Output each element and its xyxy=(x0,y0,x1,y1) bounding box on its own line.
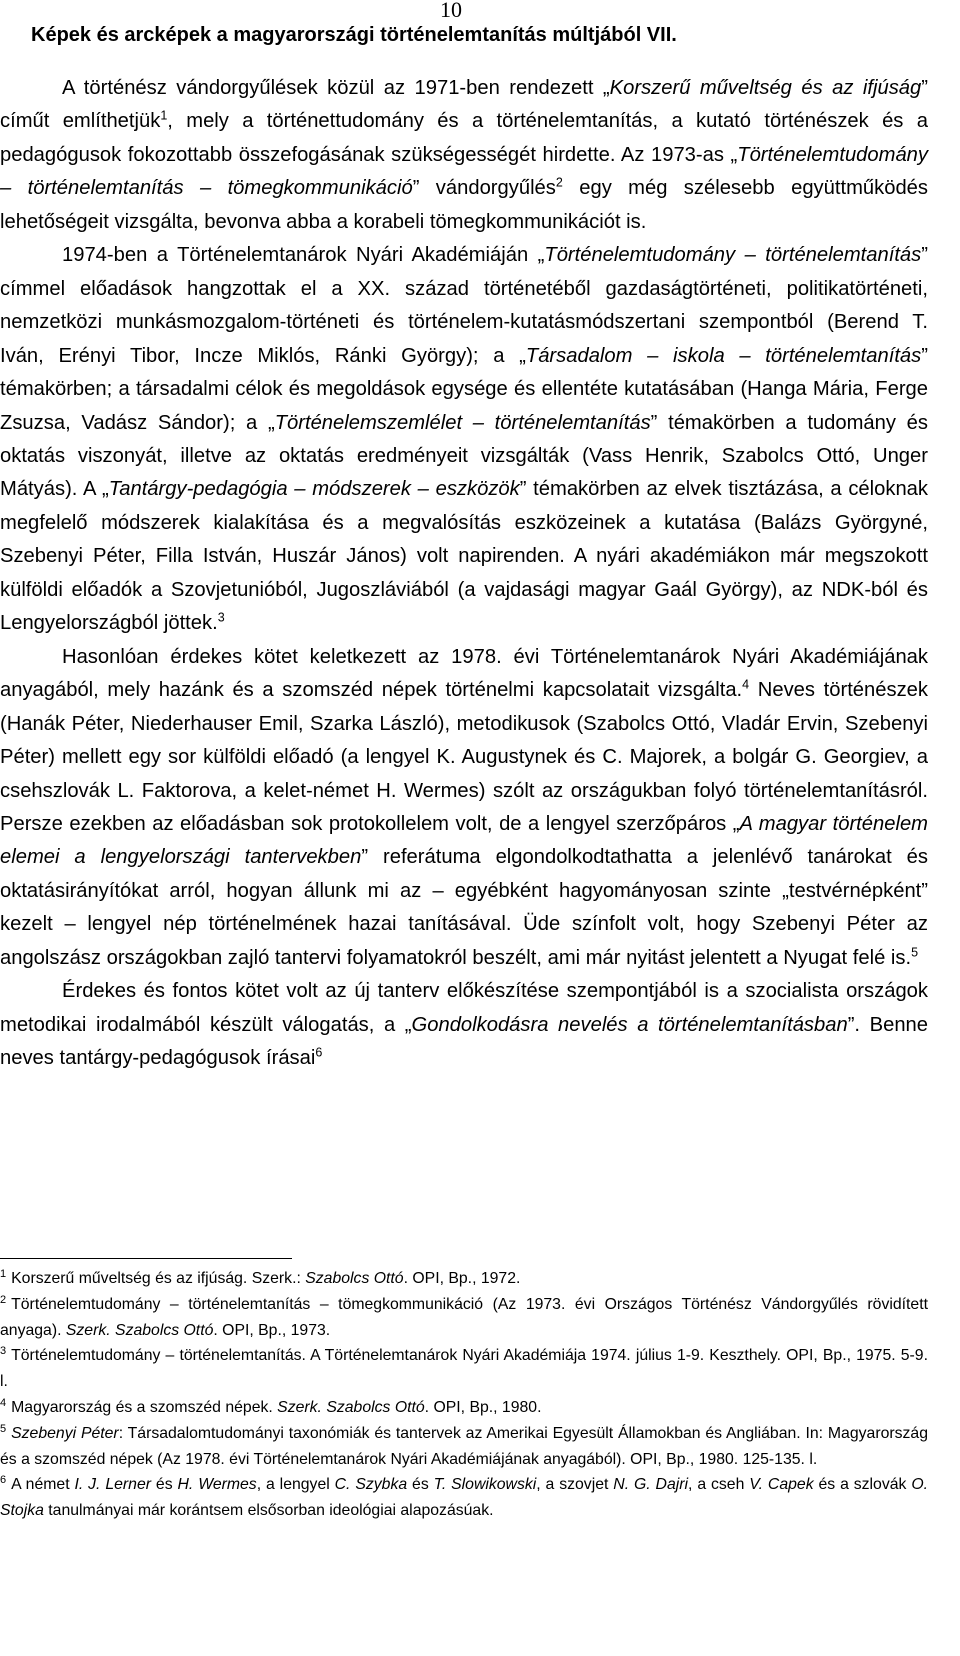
text-run: , a lengyel xyxy=(256,1476,335,1494)
text-run: és xyxy=(151,1476,178,1494)
italic-text: Szerk. Szabolcs Ottó xyxy=(277,1398,425,1416)
italic-text: Társadalom – iskola – történelemtanítás xyxy=(525,344,922,367)
footnote-reference: 4 xyxy=(742,677,750,692)
text-run: . OPI, Bp., 1980. xyxy=(424,1398,542,1416)
italic-text: Történelemszemlélet – történelemtanítás xyxy=(274,411,651,434)
footnote xyxy=(0,1292,928,1344)
footnote-number: 1 xyxy=(0,1267,7,1280)
text-run: Történelemtudomány – történelemtanítás – tömegkommunikáció (Az 1973. évi Országos Történész Vándorgyűlés rövidített anyaga). xyxy=(0,1295,928,1339)
footnote xyxy=(0,1343,928,1395)
italic-text: V. Capek xyxy=(749,1476,814,1494)
text-run: Neves történészek (Hanák Péter, Niederhauser Emil, Szarka László), metodikusok (Szabolcs Ottó, Vladár Ervin, Szebenyi Péter) mellett egy sor külföldi előadó (a lengyel K. Augustynek és C. Majorek, a bolgár G. Georgiev, a csehszlovák L. Faktorova, a kelet-német H. Wermes) szólt az országukban folyó történelemtanításról. Persze ezekben az előadásban sok protokollelem volt, de a lengyel szerzőpáros „ xyxy=(0,679,929,835)
text-run: Érdekes és fontos kötet volt az új tanterv előkészítése szempontjából is a szocialista országok metodikai irodalmából készült válogatás, a „ xyxy=(0,980,928,1036)
footnote-number: 5 xyxy=(0,1422,7,1435)
italic-text: Tantárgy-pedagógia – módszerek – eszközök xyxy=(108,478,520,501)
italic-text: Történelemtudomány – történelemtanítás xyxy=(544,244,922,267)
footnote xyxy=(0,1421,928,1473)
text-run: A történész vándorgyűlések közül az 1971-ben rendezett „ xyxy=(62,77,610,99)
text-run: ” címmel előadások hangzottak el a XX. század történetéből gazdaságtörténeti, politikatörténeti, nemzetközi munkásmozgalom-történeti és történelem-kutatásmódszertani szempontból (Berend T. Iván, Erényi Tibor, Incze Miklós, Ránki György); a „ xyxy=(0,244,928,367)
paragraph xyxy=(0,975,928,1075)
italic-text: Szabolcs Ottó xyxy=(305,1270,404,1287)
text-run: A német xyxy=(11,1476,75,1494)
paragraph xyxy=(0,641,928,976)
footnote-reference: 6 xyxy=(315,1045,323,1060)
text-run: tanulmányai már korántsem elsősorban ideológiai alapozásúak. xyxy=(43,1502,494,1520)
text-run: Hasonlóan érdekes kötet keletkezett az 1978. évi Történelemtanárok Nyári Akadémiájának anyagából, mely hazánk és a szomszéd népek történelmi kapcsolatait vizsgálta. xyxy=(0,645,928,702)
footnote-reference: 3 xyxy=(217,610,225,625)
footnotes xyxy=(0,1266,928,1524)
footnote xyxy=(0,1472,928,1524)
italic-text: Gondolkodásra nevelés a történelemtanításban xyxy=(411,1013,848,1036)
page-title: Képek és arcképek a magyarországi történelemtanítás múltjából VII. xyxy=(31,24,677,46)
text-run: , mely a történettudomány és a történelemtanítás, a kutató történészek és a pedagógusok fokozottabb összefogásának szükségességét hirdette. Az 1973-as „ xyxy=(0,110,928,166)
text-run: ” címűt említhetjük xyxy=(0,77,929,133)
text-run: Történelemtudomány – történelemtanítás. A Történelemtanárok Nyári Akadémiája 1974. július 1-9. Keszthely. OPI, Bp., 1975. 5-9. l. xyxy=(0,1347,928,1391)
text-run: és xyxy=(407,1476,434,1494)
text-run: 1974-ben a Történelemtanárok Nyári Akadémiáján „ xyxy=(62,244,545,267)
footnote-reference: 1 xyxy=(160,108,168,123)
text-run: ” témakörben; a társadalmi célok és megoldások egysége és ellentéte kutatásában (Hanga Mária, Ferge Zsuzsa, Vadász Sándor); a „ xyxy=(0,344,928,434)
footnote xyxy=(0,1395,928,1421)
italic-text: A magyar történelem elemei a lengyelországi tantervekben xyxy=(0,812,928,869)
text-run: , a szovjet xyxy=(536,1476,614,1494)
italic-text: Történelemtudomány – történelemtanítás – tömegkommunikáció xyxy=(0,143,928,200)
text-run: Magyarország és a szomszéd népek. xyxy=(11,1398,278,1416)
italic-text: T. Slowikowski xyxy=(433,1476,537,1494)
italic-text: O. Stojka xyxy=(0,1476,929,1520)
text-run: Korszerű műveltség és az ifjúság. Szerk.: xyxy=(11,1270,306,1287)
text-run: ” referátuma elgondolkodtathatta a jelenlévő tanárokat és oktatásirányítókat arról, hogyan állunk mi az – egyébként hagyományosan szinte „testvérnépként” kezelt – lengyel nép történelmének hazai tanításával. Üde színfolt volt, hogy Szebenyi Péter az angolszász országokban zajló tantervi folyamatokról beszélt, ami már nyitást jelentett a Nyugat felé is. xyxy=(0,846,929,969)
text-run: és a szlovák xyxy=(813,1476,912,1494)
footnote-divider xyxy=(0,1258,292,1259)
text-run: : Társadalomtudományi taxonómiák és tantervek az Amerikai Egyesült Államokban és Angliában. In: Magyarország és a szomszéd népek (Az 1978. évi Történelemtanárok Nyári Akadémiájának anyagából). OPI, Bp., 1980. 125-135. l. xyxy=(0,1424,928,1468)
footnote-reference: 5 xyxy=(911,945,919,960)
text-run: egy még szélesebb együttműködés lehetőségeit vizsgálta, bevonva abba a korabeli tömegkommunikációt is. xyxy=(0,177,928,233)
footnote-reference: 2 xyxy=(555,175,563,190)
italic-text: I. J. Lerner xyxy=(74,1476,152,1494)
text-run: , a cseh xyxy=(688,1476,750,1494)
paragraph xyxy=(0,72,928,239)
text-run: . OPI, Bp., 1973. xyxy=(213,1321,331,1339)
body-text xyxy=(0,72,928,1076)
italic-text: C. Szybka xyxy=(334,1476,408,1494)
text-run: ” témakörben az elvek tisztázása, a céloknak megfelelő módszerek kialakítása és a megvalósítás eszközeinek a kutatása (Balázs Györgyné, Szebenyi Péter, Filla István, Huszár János) volt napirenden. A nyári akadémiákon már megszokott külföldi előadók a Szovjetunióból, Jugoszláviából (a vajdasági magyar Gaál György), az NDK-ból és Lengyelországból jöttek. xyxy=(0,478,929,635)
italic-text: Szerk. Szabolcs Ottó xyxy=(65,1321,214,1339)
text-run: ” témakörben a tudomány és oktatás viszonyát, illetve az oktatás eredményeit vizsgálták (Vass Henrik, Szabolcs Ottó, Unger Mátyás). A „ xyxy=(0,411,929,501)
text-run: ”. Benne neves tantárgy-pedagógusok írásai xyxy=(0,1013,929,1070)
text-run: . OPI, Bp., 1972. xyxy=(403,1270,521,1287)
italic-text: H. Wermes xyxy=(177,1476,257,1494)
footnote-number: 3 xyxy=(0,1345,7,1358)
paragraph xyxy=(0,239,928,640)
italic-text: Korszerű műveltség és az ifjúság xyxy=(609,77,922,99)
italic-text: N. G. Dajri xyxy=(613,1476,689,1494)
page-number: 10 xyxy=(440,0,462,22)
text-run: ” vándorgyűlés xyxy=(412,177,556,200)
footnote-number: 4 xyxy=(0,1396,7,1409)
footnote xyxy=(0,1266,928,1292)
italic-text: Szebenyi Péter xyxy=(11,1424,119,1442)
footnote-number: 2 xyxy=(0,1293,7,1306)
footnote-number: 6 xyxy=(0,1474,7,1487)
